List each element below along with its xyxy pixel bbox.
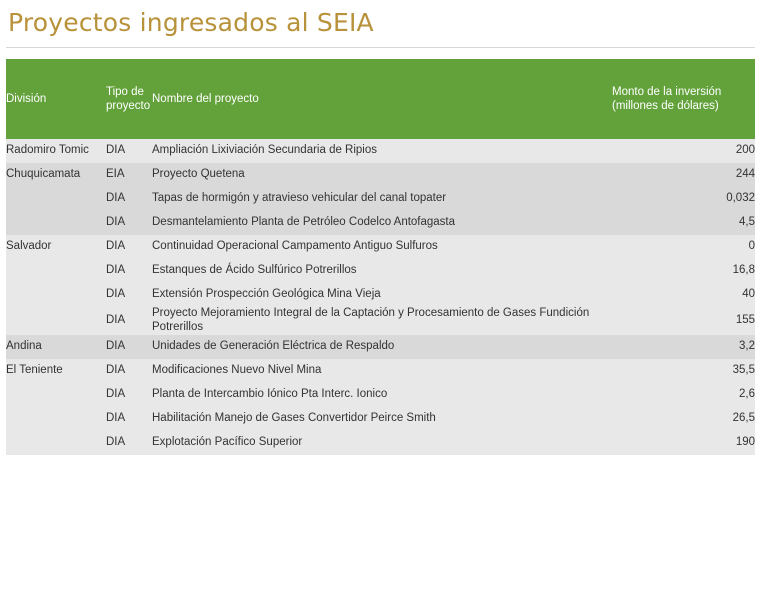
cell-division xyxy=(6,259,106,283)
cell-nombre: Tapas de hormigón y atravieso vehicular del canal topater xyxy=(152,187,612,211)
cell-tipo: DIA xyxy=(106,383,152,407)
cell-monto: 0 xyxy=(612,235,755,259)
title-divider xyxy=(6,47,755,48)
cell-division xyxy=(6,187,106,211)
cell-tipo: DIA xyxy=(106,187,152,211)
cell-tipo: DIA xyxy=(106,307,152,335)
cell-nombre: Ampliación Lixiviación Secundaria de Ripios xyxy=(152,139,612,163)
cell-monto: 40 xyxy=(612,283,755,307)
column-header-nombre-proyecto: Nombre del proyecto xyxy=(152,59,612,139)
cell-tipo: DIA xyxy=(106,139,152,163)
cell-nombre: Desmantelamiento Planta de Petróleo Codelco Antofagasta xyxy=(152,211,612,235)
cell-nombre: Explotación Pacífico Superior xyxy=(152,431,612,455)
table-row xyxy=(6,307,755,335)
table-row xyxy=(6,187,755,211)
cell-monto: 155 xyxy=(612,307,755,335)
seia-projects-table xyxy=(6,59,755,455)
table-row xyxy=(6,139,755,163)
table-row xyxy=(6,431,755,455)
cell-division: Andina xyxy=(6,335,106,359)
cell-nombre: Unidades de Generación Eléctrica de Respaldo xyxy=(152,335,612,359)
table-row xyxy=(6,235,755,259)
table-row xyxy=(6,335,755,359)
table-row xyxy=(6,283,755,307)
table-row xyxy=(6,383,755,407)
column-header-tipo-proyecto xyxy=(106,59,152,139)
cell-monto: 35,5 xyxy=(612,359,755,383)
table-row xyxy=(6,163,755,187)
cell-division xyxy=(6,431,106,455)
cell-tipo: DIA xyxy=(106,211,152,235)
cell-monto: 4,5 xyxy=(612,211,755,235)
cell-nombre: Habilitación Manejo de Gases Convertidor Peirce Smith xyxy=(152,407,612,431)
cell-nombre: Proyecto Mejoramiento Integral de la Captación y Procesamiento de Gases Fundición Potrerillos xyxy=(152,307,612,335)
cell-tipo: DIA xyxy=(106,431,152,455)
cell-nombre: Extensión Prospección Geológica Mina Vieja xyxy=(152,283,612,307)
cell-tipo: DIA xyxy=(106,259,152,283)
cell-nombre: Modificaciones Nuevo Nivel Mina xyxy=(152,359,612,383)
cell-monto: 0,032 xyxy=(612,187,755,211)
cell-division: Radomiro Tomic xyxy=(6,139,106,163)
table-header-row xyxy=(6,59,755,139)
cell-division xyxy=(6,383,106,407)
column-header-monto-line1: Monto de la inversión xyxy=(612,85,722,98)
cell-monto: 26,5 xyxy=(612,407,755,431)
cell-division xyxy=(6,283,106,307)
column-header-monto-inversion xyxy=(612,59,755,139)
cell-monto: 3,2 xyxy=(612,335,755,359)
column-header-division: División xyxy=(6,59,106,139)
table-header xyxy=(6,59,755,139)
cell-division xyxy=(6,407,106,431)
cell-nombre: Estanques de Ácido Sulfúrico Potrerillos xyxy=(152,259,612,283)
cell-tipo: DIA xyxy=(106,283,152,307)
table-body xyxy=(6,139,755,455)
cell-monto: 2,6 xyxy=(612,383,755,407)
cell-division: El Teniente xyxy=(6,359,106,383)
table-row xyxy=(6,259,755,283)
cell-monto: 244 xyxy=(612,163,755,187)
cell-monto: 200 xyxy=(612,139,755,163)
column-header-tipo-line2: proyecto xyxy=(106,100,151,112)
cell-nombre: Proyecto Quetena xyxy=(152,163,612,187)
cell-tipo: DIA xyxy=(106,359,152,383)
table-row xyxy=(6,359,755,383)
cell-nombre: Continuidad Operacional Campamento Antiguo Sulfuros xyxy=(152,235,612,259)
cell-division: Chuquicamata xyxy=(6,163,106,187)
cell-tipo: EIA xyxy=(106,163,152,187)
cell-division xyxy=(6,307,106,335)
cell-tipo: DIA xyxy=(106,335,152,359)
cell-division: Salvador xyxy=(6,235,106,259)
column-header-monto-line2: (millones de dólares) xyxy=(612,100,719,112)
column-header-tipo-line1: Tipo de xyxy=(106,85,144,98)
cell-division xyxy=(6,211,106,235)
table-row xyxy=(6,211,755,235)
cell-nombre: Planta de Intercambio Iónico Pta Interc. Ionico xyxy=(152,383,612,407)
cell-monto: 16,8 xyxy=(612,259,755,283)
cell-monto: 190 xyxy=(612,431,755,455)
page-title: Proyectos ingresados al SEIA xyxy=(8,8,374,37)
cell-tipo: DIA xyxy=(106,235,152,259)
cell-tipo: DIA xyxy=(106,407,152,431)
table-row xyxy=(6,407,755,431)
